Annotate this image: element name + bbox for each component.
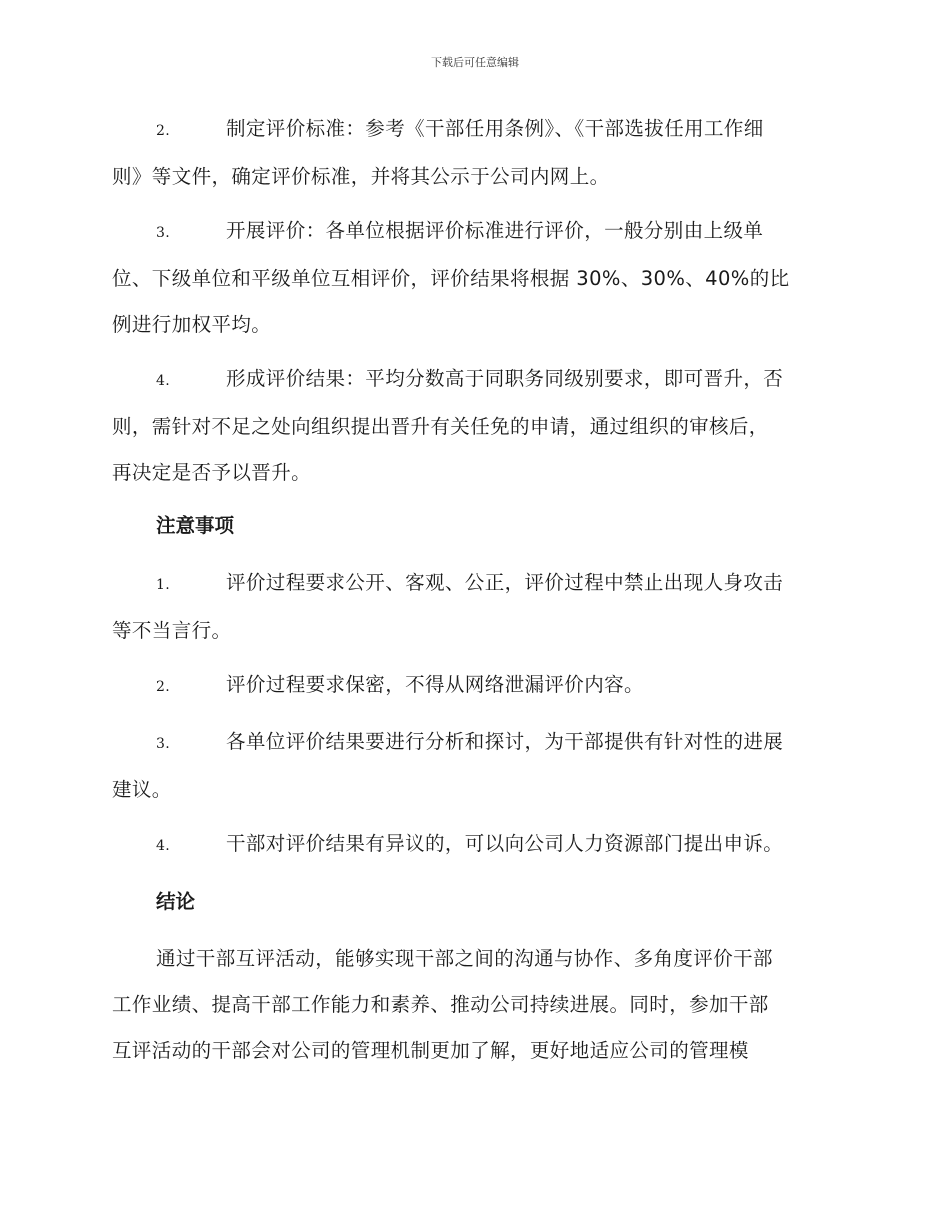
conclusion-text: 通过干部互评活动，能够实现干部之间的沟通与协作、多角度评价干部 (156, 947, 773, 970)
step-line: 则》等文件，确定评价标准，并将其公示于公司内网上。 (112, 165, 610, 188)
step-paragraph (112, 106, 834, 200)
page-header: 下载后可任意编辑 (431, 56, 519, 69)
note-line (112, 662, 834, 710)
step-paragraph (112, 356, 834, 496)
step-paragraph (112, 208, 834, 348)
section-heading-notes: 注意事项 (156, 514, 235, 537)
step-text: 制定评价标准：参考《干部任用条例》、《干部选拔任用工作细 (226, 117, 764, 140)
note-line: 等不当言行。 (112, 619, 232, 642)
step-item (112, 356, 834, 496)
step-text: 开展评价：各单位根据评价标准进行评价，一般分别由上级单 (226, 219, 764, 242)
note-number: 4. (156, 838, 171, 854)
note-line: 建议。 (112, 778, 172, 801)
conclusion-paragraph (112, 936, 834, 1074)
step-line (112, 356, 834, 404)
note-paragraph (112, 560, 834, 654)
note-line (112, 560, 834, 608)
note-text: 评价过程要求保密，不得从网络泄漏评价内容。 (226, 673, 644, 696)
step-line: 例进行加权平均。 (112, 313, 272, 336)
note-text: 各单位评价结果要进行分析和探讨，为干部提供有针对性的进展 (226, 730, 784, 753)
step-line: 再决定是否予以晋升。 (112, 461, 312, 484)
step-number: 2. (156, 123, 171, 139)
step-text: 形成评价结果：平均分数高于同职务同级别要求，即可晋升，否 (226, 367, 784, 390)
step-number: 3. (156, 225, 171, 241)
step-line (112, 208, 834, 256)
note-line (112, 821, 834, 869)
note-item (112, 560, 834, 654)
step-item (112, 208, 834, 348)
note-text: 干部对评价结果有异议的，可以向公司人力资源部门提出申诉。 (226, 832, 784, 855)
conclusion-block (112, 936, 834, 1074)
note-number: 1. (156, 577, 171, 593)
note-item (112, 719, 834, 813)
step-line: 位、下级单位和平级单位互相评价，评价结果将根据 30%、30%、40%的比 (112, 267, 790, 290)
step-item (112, 106, 834, 200)
conclusion-line: 工作业绩、提高干部工作能力和素养、推动公司持续进展。同时，参加干部 (112, 993, 769, 1016)
note-paragraph (112, 719, 834, 813)
step-line: 则，需针对不足之处向组织提出晋升有关任免的申请，通过组织的审核后， (112, 415, 769, 438)
note-item (112, 821, 834, 869)
conclusion-line: 互评活动的干部会对公司的管理机制更加了解，更好地适应公司的管理模 (112, 1039, 749, 1062)
step-number: 4. (156, 373, 171, 389)
step-line (112, 106, 834, 154)
note-text: 评价过程要求公开、客观、公正，评价过程中禁止出现人身攻击 (226, 571, 784, 594)
conclusion-line (112, 936, 834, 982)
section-heading-conclusion: 结论 (156, 890, 196, 913)
note-number: 2. (156, 679, 171, 695)
note-item (112, 662, 834, 710)
note-number: 3. (156, 736, 171, 752)
note-line (112, 719, 834, 767)
note-paragraph (112, 662, 834, 710)
note-paragraph (112, 821, 834, 869)
